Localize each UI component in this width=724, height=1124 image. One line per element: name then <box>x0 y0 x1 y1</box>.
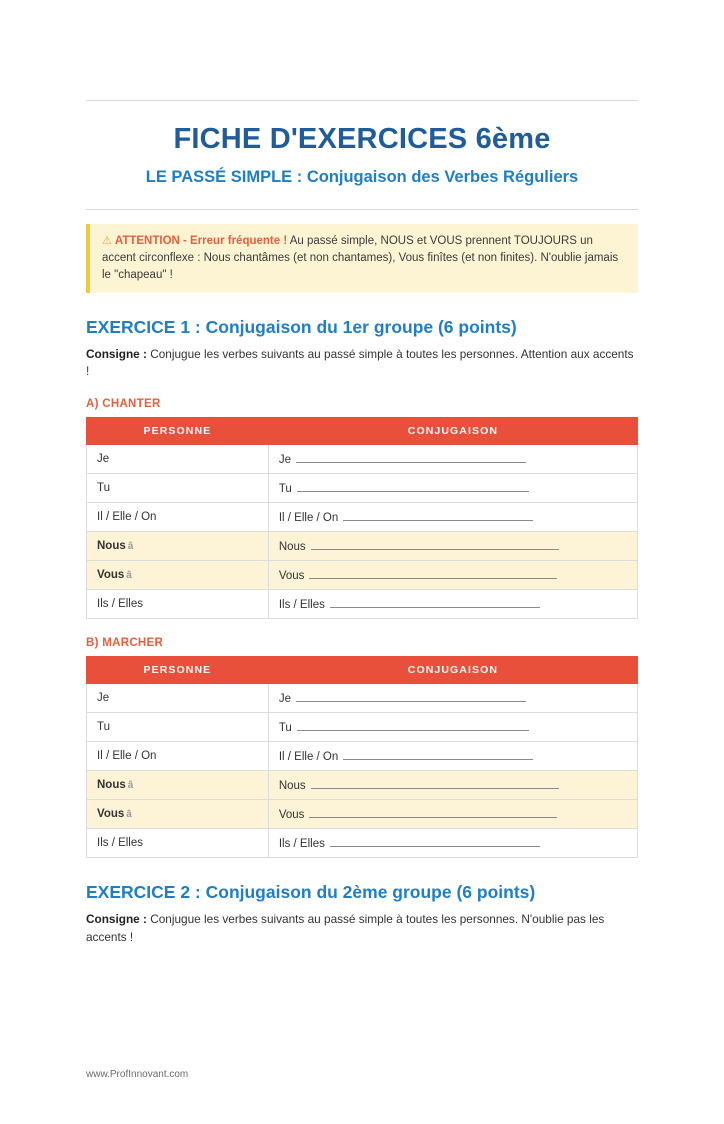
answer-prefix: Tu <box>278 721 292 734</box>
warning-label: ATTENTION - Erreur fréquente ! <box>114 235 288 247</box>
exercise-1-instructions <box>86 346 638 380</box>
verb-heading-chanter: A) CHANTER <box>86 398 161 411</box>
table-row <box>87 771 638 800</box>
answer-blank[interactable] <box>330 837 540 847</box>
table-row <box>87 590 638 619</box>
exercise-1-title: EXERCICE 1 : Conjugaison du 1er groupe (6 points) <box>86 317 517 338</box>
warning-callout <box>86 224 638 293</box>
answer-blank[interactable] <box>296 453 526 463</box>
person-cell: Tu <box>87 474 269 503</box>
answer-cell[interactable] <box>268 829 637 858</box>
person-cell: Il / Elle / On <box>87 503 269 532</box>
table-row <box>87 503 638 532</box>
answer-blank[interactable] <box>309 808 557 818</box>
column-header-conjugaison: CONJUGAISON <box>268 418 637 445</box>
answer-prefix: Vous <box>278 808 305 821</box>
person-cell: Je <box>87 445 269 474</box>
answer-prefix: Je <box>278 453 291 466</box>
answer-blank[interactable] <box>309 569 557 579</box>
page-subtitle: LE PASSÉ SIMPLE : Conjugaison des Verbes Réguliers <box>145 168 579 186</box>
answer-blank[interactable] <box>343 511 533 521</box>
consigne-text-2: Conjugue les verbes suivants au passé simple à toutes les personnes. N'oublie pas les accents ! <box>86 912 605 944</box>
answer-cell[interactable] <box>268 771 637 800</box>
table-row <box>87 800 638 829</box>
table-row <box>87 742 638 771</box>
answer-cell[interactable] <box>268 742 637 771</box>
answer-prefix: Vous <box>278 569 305 582</box>
answer-prefix: Ils / Elles <box>278 837 325 850</box>
table-row <box>87 829 638 858</box>
answer-cell[interactable] <box>268 445 637 474</box>
answer-prefix: Il / Elle / On <box>278 511 339 524</box>
accent-hint-icon: â <box>127 541 134 553</box>
conjugation-table-chanter <box>86 417 638 619</box>
answer-cell[interactable] <box>268 503 637 532</box>
column-header-conjugaison: CONJUGAISON <box>268 657 637 684</box>
header-divider <box>86 100 638 101</box>
accent-hint-icon: â <box>127 780 134 792</box>
warning-text: Au passé simple, NOUS et VOUS prennent TOUJOURS un accent circonflexe : Nous chantâmes (et non chantames), Vous finîtes (et non finites). N'oublie jamais le "chapeau" ! <box>102 235 619 281</box>
exercise-2-instructions <box>86 911 638 945</box>
answer-prefix: Nous <box>278 540 306 553</box>
page-title: FICHE D'EXERCICES 6ème <box>173 123 551 155</box>
conjugation-table-marcher <box>86 656 638 858</box>
answer-cell[interactable] <box>268 474 637 503</box>
answer-prefix: Il / Elle / On <box>278 750 339 763</box>
table-row <box>87 684 638 713</box>
answer-prefix: Nous <box>278 779 306 792</box>
person-cell <box>87 800 269 829</box>
answer-cell[interactable] <box>268 800 637 829</box>
answer-prefix: Tu <box>278 482 292 495</box>
answer-blank[interactable] <box>297 482 529 492</box>
table-row <box>87 532 638 561</box>
accent-hint-icon: â <box>126 809 132 821</box>
exercise-2-title: EXERCICE 2 : Conjugaison du 2ème groupe (6 points) <box>86 882 536 903</box>
warning-icon: ⚠ <box>102 235 112 247</box>
worksheet-page <box>0 100 724 1124</box>
person-cell: Il / Elle / On <box>87 742 269 771</box>
person-cell <box>87 561 269 590</box>
answer-cell[interactable] <box>268 684 637 713</box>
consigne-label-2: Consigne : <box>86 912 147 927</box>
person-cell: Tu <box>87 713 269 742</box>
table-header-row <box>87 657 638 684</box>
table-header-row <box>87 418 638 445</box>
answer-cell[interactable] <box>268 713 637 742</box>
person-label: Nous <box>97 779 126 792</box>
answer-prefix: Je <box>278 692 291 705</box>
subtitle-divider <box>86 209 638 210</box>
person-label: Nous <box>97 540 126 553</box>
answer-blank[interactable] <box>296 692 526 702</box>
table-row <box>87 445 638 474</box>
accent-hint-icon: â <box>126 570 132 582</box>
column-header-personne: PERSONNE <box>87 418 269 445</box>
answer-blank[interactable] <box>297 721 529 731</box>
column-header-personne: PERSONNE <box>87 657 269 684</box>
person-label: Vous <box>97 808 125 821</box>
person-cell: Ils / Elles <box>87 829 269 858</box>
answer-blank[interactable] <box>343 750 533 760</box>
consigne-label-1: Consigne : <box>86 347 147 362</box>
table-row <box>87 561 638 590</box>
answer-prefix: Ils / Elles <box>278 598 325 611</box>
answer-blank[interactable] <box>311 779 559 789</box>
answer-cell[interactable] <box>268 532 637 561</box>
answer-blank[interactable] <box>311 540 559 550</box>
answer-cell[interactable] <box>268 590 637 619</box>
person-cell: Ils / Elles <box>87 590 269 619</box>
person-label: Vous <box>97 569 125 582</box>
answer-blank[interactable] <box>330 598 540 608</box>
person-cell: Je <box>87 684 269 713</box>
table-row <box>87 713 638 742</box>
consigne-text-1: Conjugue les verbes suivants au passé simple à toutes les personnes. Attention aux accents ! <box>86 347 634 379</box>
answer-cell[interactable] <box>268 561 637 590</box>
table-row <box>87 474 638 503</box>
footer-url: www.ProfInnovant.com <box>86 1069 189 1080</box>
person-cell <box>87 771 269 800</box>
verb-heading-marcher: B) MARCHER <box>86 637 164 650</box>
person-cell <box>87 532 269 561</box>
